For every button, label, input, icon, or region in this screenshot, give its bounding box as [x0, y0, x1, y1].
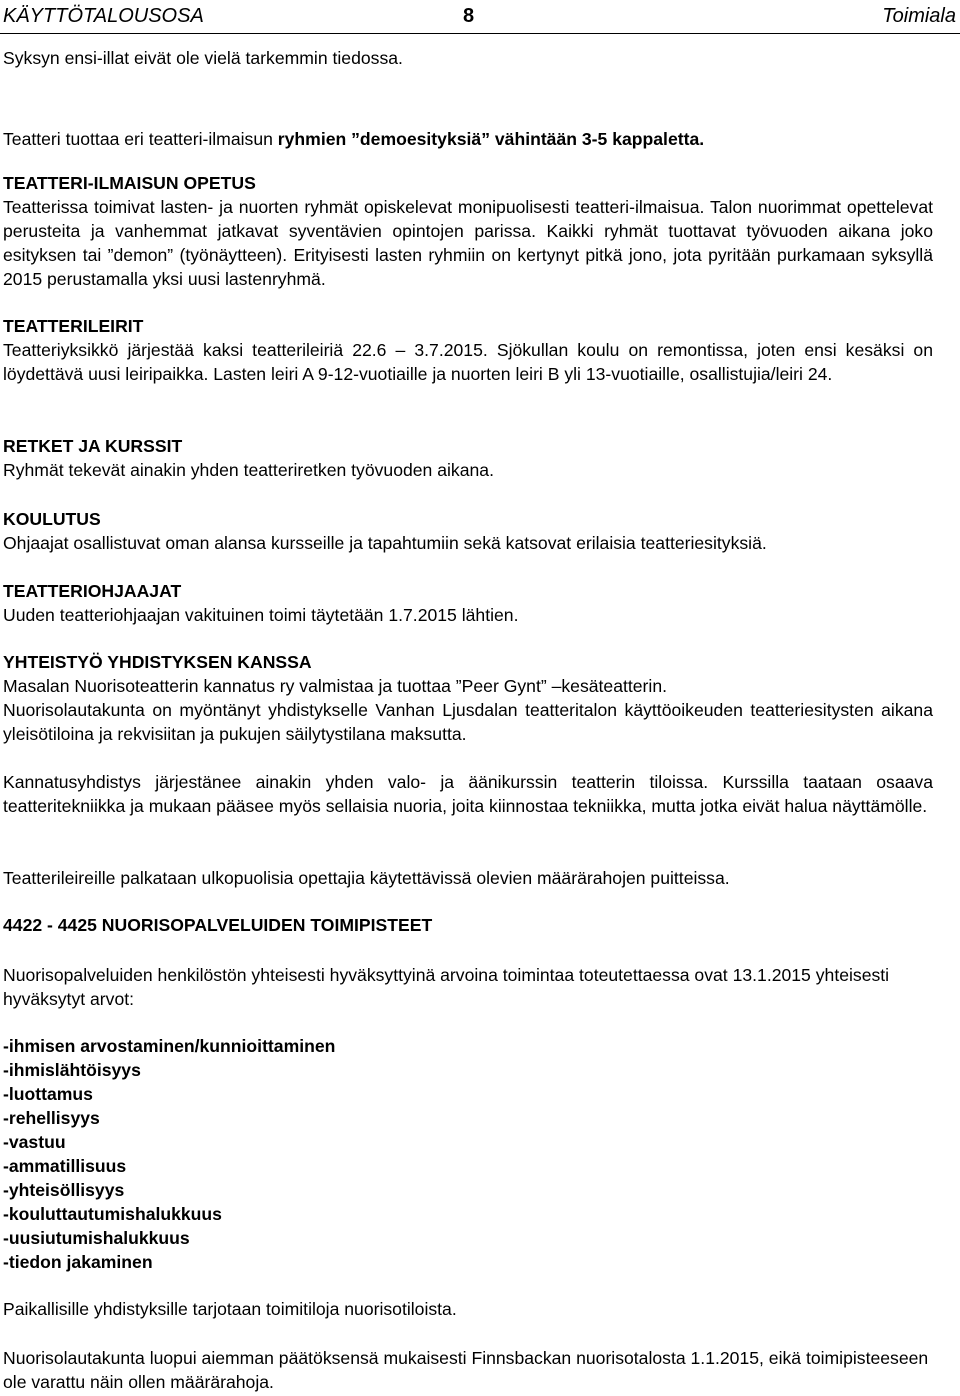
paragraph-toimitilat: Paikallisille yhdistyksille tarjotaan toimitiloja nuorisotiloista. [3, 1299, 457, 1319]
header-page-number: 8 [463, 5, 475, 27]
section-line-1: Masalan Nuorisoteatterin kannatus ry valmistaa ja tuottaa ”Peer Gynt” –kesäteatterin. [3, 676, 668, 696]
page-header [0, 0, 960, 34]
list-item: -uusiutumishalukkuus [3, 1228, 190, 1248]
paragraph-kannatusyhdistys: Kannatusyhdistys järjestänee ainakin yhden valo- ja äänikurssin teatterin tiloissa. Kurssilla taataan osaava teatteritekniikka ja mukaan pääsee myös sellaisia nuoria, joita kiinnostaa tekniikka, mutta jotka eivät halua näyttämölle. [3, 772, 933, 816]
intro-line-2-text: Teatteri tuottaa eri teatteri-ilmaisun [3, 129, 278, 149]
section-body: Ohjaajat osallistuvat oman alansa kursseille ja tapahtumiin sekä katsovat erilaisia teatteriesityksiä. [3, 533, 767, 553]
section-heading: KOULUTUS [3, 509, 101, 529]
list-item: -vastuu [3, 1132, 66, 1152]
section-heading: RETKET JA KURSSIT [3, 436, 183, 456]
section-body: Teatteriyksikkö järjestää kaksi teatterileiriä 22.6 – 3.7.2015. Sjökullan koulu on remontissa, joten ensi kesäksi on löydettävä uusi leiripaikka. Lasten leiri A 9-12-vuotiaille ja nuorten leiri B yli 13-vuotiaille, osallistujia/leiri 24. [3, 340, 933, 384]
section-heading: TEATTERIOHJAAJAT [3, 581, 182, 601]
intro-line-2-bold: ryhmien ”demoesityksiä” vähintään 3-5 kappaletta. [277, 129, 705, 149]
section-teatteri-ilmaisun-opetus [3, 171, 933, 291]
section-yhteistyo [3, 650, 933, 746]
list-item: -luottamus [3, 1084, 93, 1104]
list-item: -yhteisöllisyys [3, 1180, 125, 1200]
section-body: Teatterissa toimivat lasten- ja nuorten ryhmät opiskelevat monipuolisesti teatteri-ilmaisua. Talon nuorimmat opettelevat perusteita ja vanhemmat jatkavat syventävien opintojen parissa. Kaikki ryhmät tuottavat työvuoden aikana joko esityksen tai ”demon” (työnäytteen). Erityisesti lasten ryhmiin on kertynyt pitkä jono, jota pyritään purkamaan syksyllä 2015 perustamalla yksi uusi lastenryhmä. [3, 197, 933, 289]
list-item: -ihmislähtöisyys [3, 1060, 141, 1080]
paragraph-arvot-intro: Nuorisopalveluiden henkilöstön yhteisesti hyväksyttyinä arvoina toimintaa toteutettaessa ovat 13.1.2015 yhteisesti hyväksytyt arvot: [3, 965, 890, 1009]
header-department: Toimiala [882, 5, 956, 27]
list-item: -ammatillisuus [3, 1156, 127, 1176]
list-item: -rehellisyys [3, 1108, 100, 1128]
paragraph-finnsbacka: Nuorisolautakunta luopui aiemman päätöksensä mukaisesti Finnsbackan nuorisotalosta 1.1.2015, eikä toimipisteeseen ole varattu näin ollen määrärahoja. [3, 1348, 929, 1392]
list-item: -ihmisen arvostaminen/kunnioittaminen [3, 1036, 336, 1056]
intro-line-1: Syksyn ensi-illat eivät ole vielä tarkemmin tiedossa. [3, 48, 403, 68]
section-koulutus [3, 507, 933, 555]
section-teatteriohjaajat [3, 579, 933, 627]
intro-line-2 [3, 127, 933, 151]
section-heading-nuorisopalvelut: 4422 - 4425 NUORISOPALVELUIDEN TOIMIPISTEET [3, 915, 433, 935]
values-list [3, 1034, 933, 1274]
list-item: -tiedon jakaminen [3, 1252, 153, 1272]
section-body: Uuden teatteriohjaajan vakituinen toimi täytetään 1.7.2015 lähtien. [3, 605, 519, 625]
section-body: Ryhmät tekevät ainakin yhden teatteriretken työvuoden aikana. [3, 460, 494, 480]
list-item: -kouluttautumishalukkuus [3, 1204, 222, 1224]
section-body: Nuorisolautakunta on myöntänyt yhdistykselle Vanhan Ljusdalan teatteritalon käyttöoikeuden teatteriesitysten aikana yleisötiloina ja rekvisiitan ja pukujen säilytystilana maksutta. [3, 700, 933, 744]
section-heading: TEATTERILEIRIT [3, 316, 144, 336]
section-retket-ja-kurssit [3, 434, 933, 482]
section-heading: YHTEISTYÖ YHDISTYKSEN KANSSA [3, 652, 312, 672]
header-section-title: KÄYTTÖTALOUSOSA [3, 5, 204, 27]
paragraph-teatterileirit-opettajat: Teatterileireille palkataan ulkopuolisia opettajia käytettävissä olevien määrärahojen puitteissa. [3, 868, 730, 888]
section-heading: TEATTERI-ILMAISUN OPETUS [3, 173, 256, 193]
section-teatterileirit [3, 314, 933, 386]
